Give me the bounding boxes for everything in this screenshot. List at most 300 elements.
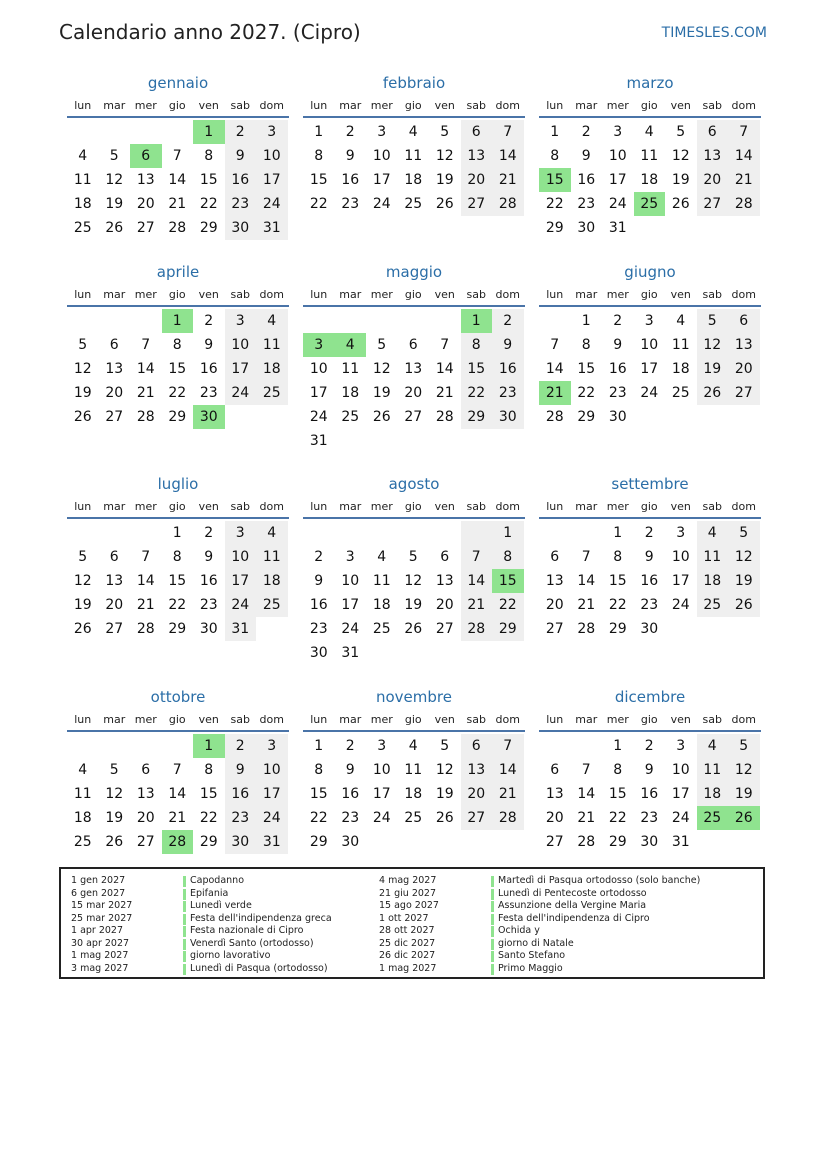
day-cell: 28 bbox=[492, 192, 524, 216]
holiday-entry bbox=[379, 938, 700, 951]
site-link[interactable]: TIMESLES.COM bbox=[661, 25, 767, 41]
header-rule bbox=[67, 116, 289, 118]
holiday-entry bbox=[71, 925, 332, 938]
day-cell: 29 bbox=[199, 220, 218, 236]
day-cell: 24 bbox=[372, 196, 391, 212]
day-cell: 2 bbox=[225, 734, 257, 758]
weekday-label: sab bbox=[702, 713, 722, 726]
day-cell: 5 bbox=[408, 549, 418, 565]
day-cell: 13 bbox=[136, 172, 155, 188]
weekday-label: mar bbox=[103, 288, 126, 301]
holiday-day: 1 bbox=[193, 120, 225, 144]
weekday-label: lun bbox=[546, 713, 564, 726]
weekday-label: sab bbox=[230, 99, 250, 112]
day-cell: 27 bbox=[435, 621, 454, 637]
day-cell: 6 bbox=[109, 337, 119, 353]
empty-cell bbox=[398, 309, 430, 333]
day-cell: 12 bbox=[697, 333, 729, 357]
holiday-entry bbox=[71, 875, 332, 888]
day-cell: 1 bbox=[581, 313, 591, 329]
day-cell: 13 bbox=[435, 573, 454, 589]
empty-cell bbox=[130, 734, 162, 758]
day-cell: 7 bbox=[550, 337, 560, 353]
day-cell: 30 bbox=[577, 220, 596, 236]
weekday-label: gio bbox=[640, 500, 658, 513]
day-cell: 7 bbox=[728, 120, 760, 144]
empty-cell bbox=[99, 734, 131, 758]
day-cell: 23 bbox=[640, 597, 659, 613]
day-cell: 7 bbox=[581, 549, 591, 565]
empty-cell bbox=[539, 521, 571, 545]
header-rule bbox=[539, 116, 761, 118]
day-cell: 16 bbox=[492, 357, 524, 381]
weekday-label: dom bbox=[259, 713, 284, 726]
holiday-marker bbox=[183, 926, 186, 937]
day-cell: 23 bbox=[608, 385, 627, 401]
holiday-day: 25 bbox=[697, 806, 729, 830]
day-cell: 13 bbox=[545, 786, 564, 802]
day-cell: 16 bbox=[608, 361, 627, 377]
day-cell: 7 bbox=[461, 545, 493, 569]
day-cell: 23 bbox=[199, 385, 218, 401]
weekday-label: gio bbox=[168, 288, 186, 301]
header-rule bbox=[303, 730, 525, 732]
day-cell: 31 bbox=[256, 830, 288, 854]
day-cell: 12 bbox=[728, 545, 760, 569]
day-cell: 7 bbox=[172, 148, 182, 164]
month-name: giugno bbox=[624, 263, 676, 281]
day-cell: 12 bbox=[73, 361, 92, 377]
holiday-date: 25 dic 2027 bbox=[379, 937, 436, 949]
day-cell: 5 bbox=[78, 549, 88, 565]
day-cell: 29 bbox=[545, 220, 564, 236]
day-cell: 10 bbox=[671, 762, 690, 778]
month-name: gennaio bbox=[147, 74, 209, 92]
day-cell: 26 bbox=[697, 381, 729, 405]
day-cell: 13 bbox=[728, 333, 760, 357]
holiday-name: Lunedì verde bbox=[190, 900, 252, 911]
weekday-label: sab bbox=[230, 288, 250, 301]
day-cell: 9 bbox=[225, 758, 257, 782]
weekday-label: mar bbox=[339, 288, 362, 301]
day-cell: 25 bbox=[372, 621, 391, 637]
weekday-label: mer bbox=[370, 288, 393, 301]
holiday-day: 28 bbox=[162, 830, 194, 854]
empty-cell bbox=[67, 521, 99, 545]
day-cell: 28 bbox=[461, 617, 493, 641]
day-cell: 13 bbox=[697, 144, 729, 168]
day-cell: 8 bbox=[550, 148, 560, 164]
day-cell: 14 bbox=[136, 361, 155, 377]
day-cell: 17 bbox=[671, 786, 690, 802]
day-cell: 14 bbox=[168, 172, 187, 188]
weekday-label: ven bbox=[434, 288, 455, 301]
day-cell: 20 bbox=[404, 385, 423, 401]
day-cell: 20 bbox=[697, 168, 729, 192]
day-cell: 10 bbox=[640, 337, 659, 353]
weekday-label: lun bbox=[310, 500, 328, 513]
day-cell: 30 bbox=[199, 621, 218, 637]
day-cell: 5 bbox=[109, 762, 119, 778]
weekday-header bbox=[539, 285, 761, 305]
weekday-label: gio bbox=[404, 99, 422, 112]
day-cell: 12 bbox=[105, 786, 124, 802]
weekday-label: gio bbox=[404, 500, 422, 513]
holiday-day: 1 bbox=[162, 309, 194, 333]
day-cell: 17 bbox=[256, 782, 288, 806]
holiday-marker bbox=[491, 939, 494, 950]
empty-cell bbox=[429, 521, 461, 545]
holiday-day: 1 bbox=[193, 734, 225, 758]
holiday-entry bbox=[71, 938, 332, 951]
holiday-date: 4 mag 2027 bbox=[379, 875, 437, 886]
day-cell: 29 bbox=[608, 834, 627, 850]
holiday-date: 1 ott 2027 bbox=[379, 912, 429, 924]
month-name: ottobre bbox=[150, 688, 206, 706]
day-cell: 18 bbox=[404, 172, 423, 188]
day-cell: 11 bbox=[671, 337, 690, 353]
month-maggio bbox=[303, 261, 525, 453]
day-cell: 10 bbox=[225, 545, 257, 569]
weekday-label: dom bbox=[731, 99, 756, 112]
holiday-name: giorno di Natale bbox=[498, 937, 574, 949]
day-cell: 12 bbox=[404, 573, 423, 589]
day-cell: 9 bbox=[644, 549, 654, 565]
holiday-date: 1 gen 2027 bbox=[71, 875, 126, 886]
weekday-label: dom bbox=[731, 288, 756, 301]
day-cell: 13 bbox=[136, 786, 155, 802]
day-cell: 12 bbox=[372, 361, 391, 377]
day-cell: 19 bbox=[728, 569, 760, 593]
day-cell: 29 bbox=[309, 834, 328, 850]
holiday-entry bbox=[379, 900, 700, 913]
day-cell: 18 bbox=[73, 810, 92, 826]
weekday-label: ven bbox=[434, 99, 455, 112]
weekday-label: dom bbox=[731, 500, 756, 513]
day-cell: 12 bbox=[105, 172, 124, 188]
empty-cell bbox=[366, 521, 398, 545]
weekday-label: mar bbox=[339, 713, 362, 726]
day-cell: 19 bbox=[105, 196, 124, 212]
weekday-label: mer bbox=[134, 500, 157, 513]
day-cell: 23 bbox=[577, 196, 596, 212]
day-cell: 22 bbox=[608, 810, 627, 826]
day-cell: 29 bbox=[168, 409, 187, 425]
weekday-label: ven bbox=[198, 500, 219, 513]
day-cell: 20 bbox=[105, 385, 124, 401]
weekday-label: dom bbox=[259, 288, 284, 301]
weekday-label: sab bbox=[466, 713, 486, 726]
day-cell: 10 bbox=[256, 758, 288, 782]
header-rule bbox=[67, 517, 289, 519]
day-cell: 3 bbox=[377, 124, 387, 140]
day-cell: 23 bbox=[309, 621, 328, 637]
empty-cell bbox=[162, 734, 194, 758]
day-cell: 8 bbox=[581, 337, 591, 353]
empty-cell bbox=[67, 120, 99, 144]
day-cell: 6 bbox=[440, 549, 450, 565]
day-cell: 19 bbox=[73, 385, 92, 401]
day-cell: 20 bbox=[435, 597, 454, 613]
day-cell: 27 bbox=[136, 220, 155, 236]
day-cell: 10 bbox=[608, 148, 627, 164]
day-cell: 18 bbox=[697, 782, 729, 806]
weekday-label: sab bbox=[466, 500, 486, 513]
day-cell: 1 bbox=[613, 525, 623, 541]
day-cell: 28 bbox=[168, 220, 187, 236]
holiday-entry bbox=[71, 888, 332, 901]
day-cell: 22 bbox=[168, 385, 187, 401]
day-cell: 13 bbox=[461, 758, 493, 782]
weekday-label: ven bbox=[670, 713, 691, 726]
day-cell: 10 bbox=[372, 148, 391, 164]
day-cell: 16 bbox=[309, 597, 328, 613]
day-cell: 11 bbox=[697, 758, 729, 782]
weekday-label: mar bbox=[575, 288, 598, 301]
weekday-label: ven bbox=[434, 500, 455, 513]
holiday-date: 3 mag 2027 bbox=[71, 962, 129, 974]
day-cell: 27 bbox=[105, 409, 124, 425]
weekday-label: ven bbox=[670, 99, 691, 112]
day-cell: 27 bbox=[545, 834, 564, 850]
day-cell: 11 bbox=[404, 762, 423, 778]
day-cell: 7 bbox=[440, 337, 450, 353]
day-cell: 5 bbox=[728, 521, 760, 545]
weekday-label: mer bbox=[134, 99, 157, 112]
day-cell: 8 bbox=[492, 545, 524, 569]
weekday-label: lun bbox=[74, 288, 92, 301]
holiday-entry bbox=[379, 888, 700, 901]
day-cell: 16 bbox=[225, 782, 257, 806]
holiday-name: Festa dell'indipendenza greca bbox=[190, 912, 332, 924]
day-cell: 28 bbox=[545, 409, 564, 425]
day-grid bbox=[303, 734, 525, 854]
weekday-header bbox=[539, 710, 761, 730]
day-cell: 17 bbox=[608, 172, 627, 188]
day-cell: 25 bbox=[697, 593, 729, 617]
day-cell: 17 bbox=[671, 573, 690, 589]
day-cell: 2 bbox=[644, 738, 654, 754]
day-cell: 22 bbox=[309, 810, 328, 826]
holiday-day: 25 bbox=[634, 192, 666, 216]
day-cell: 28 bbox=[435, 409, 454, 425]
day-cell: 19 bbox=[372, 385, 391, 401]
day-cell: 24 bbox=[225, 381, 257, 405]
day-cell: 15 bbox=[309, 172, 328, 188]
weekday-label: ven bbox=[670, 500, 691, 513]
day-cell: 22 bbox=[492, 593, 524, 617]
holiday-marker bbox=[183, 901, 186, 912]
day-cell: 17 bbox=[640, 361, 659, 377]
weekday-label: dom bbox=[259, 500, 284, 513]
day-cell: 27 bbox=[404, 409, 423, 425]
day-cell: 24 bbox=[671, 810, 690, 826]
day-cell: 5 bbox=[440, 738, 450, 754]
day-cell: 9 bbox=[314, 573, 324, 589]
day-cell: 28 bbox=[728, 192, 760, 216]
empty-cell bbox=[398, 521, 430, 545]
weekday-label: ven bbox=[670, 288, 691, 301]
day-cell: 17 bbox=[309, 385, 328, 401]
weekday-label: dom bbox=[495, 500, 520, 513]
holiday-entry bbox=[379, 913, 700, 926]
holiday-date: 21 giu 2027 bbox=[379, 887, 436, 899]
day-cell: 30 bbox=[608, 409, 627, 425]
day-cell: 21 bbox=[492, 782, 524, 806]
weekday-header bbox=[67, 96, 289, 116]
day-cell: 8 bbox=[204, 148, 214, 164]
day-cell: 4 bbox=[78, 148, 88, 164]
holiday-marker bbox=[183, 951, 186, 962]
weekday-label: lun bbox=[310, 99, 328, 112]
day-cell: 8 bbox=[172, 549, 182, 565]
day-cell: 8 bbox=[314, 148, 324, 164]
day-cell: 2 bbox=[613, 313, 623, 329]
day-cell: 28 bbox=[136, 621, 155, 637]
header-rule bbox=[303, 517, 525, 519]
day-cell: 3 bbox=[256, 734, 288, 758]
weekday-header bbox=[67, 285, 289, 305]
day-cell: 9 bbox=[581, 148, 591, 164]
day-cell: 16 bbox=[577, 172, 596, 188]
day-grid bbox=[67, 734, 289, 854]
day-cell: 13 bbox=[105, 361, 124, 377]
day-cell: 21 bbox=[461, 593, 493, 617]
day-cell: 5 bbox=[440, 124, 450, 140]
day-cell: 30 bbox=[225, 216, 257, 240]
day-cell: 15 bbox=[577, 361, 596, 377]
day-cell: 23 bbox=[225, 806, 257, 830]
day-cell: 25 bbox=[73, 220, 92, 236]
day-cell: 22 bbox=[199, 810, 218, 826]
day-cell: 17 bbox=[372, 786, 391, 802]
day-cell: 8 bbox=[613, 549, 623, 565]
day-cell: 18 bbox=[73, 196, 92, 212]
day-cell: 22 bbox=[309, 196, 328, 212]
day-cell: 12 bbox=[435, 762, 454, 778]
day-cell: 19 bbox=[435, 786, 454, 802]
day-cell: 15 bbox=[168, 361, 187, 377]
day-cell: 15 bbox=[608, 786, 627, 802]
day-cell: 19 bbox=[728, 782, 760, 806]
day-cell: 7 bbox=[581, 762, 591, 778]
weekday-label: mar bbox=[103, 500, 126, 513]
holiday-name: Assunzione della Vergine Maria bbox=[498, 900, 647, 911]
month-luglio bbox=[67, 473, 289, 641]
day-cell: 26 bbox=[404, 621, 423, 637]
weekday-label: lun bbox=[74, 500, 92, 513]
day-cell: 15 bbox=[199, 786, 218, 802]
month-name: luglio bbox=[157, 475, 199, 493]
weekday-label: mar bbox=[575, 99, 598, 112]
day-cell: 25 bbox=[404, 810, 423, 826]
day-cell: 6 bbox=[728, 309, 760, 333]
day-cell: 31 bbox=[256, 216, 288, 240]
weekday-label: lun bbox=[74, 713, 92, 726]
empty-cell bbox=[303, 521, 335, 545]
day-cell: 2 bbox=[492, 309, 524, 333]
day-cell: 11 bbox=[73, 172, 92, 188]
day-cell: 23 bbox=[341, 810, 360, 826]
day-cell: 8 bbox=[172, 337, 182, 353]
day-cell: 10 bbox=[309, 361, 328, 377]
day-cell: 7 bbox=[172, 762, 182, 778]
day-cell: 27 bbox=[105, 621, 124, 637]
empty-cell bbox=[99, 309, 131, 333]
weekday-label: mar bbox=[103, 99, 126, 112]
weekday-label: mar bbox=[575, 500, 598, 513]
day-cell: 10 bbox=[256, 144, 288, 168]
day-cell: 11 bbox=[372, 573, 391, 589]
day-cell: 4 bbox=[697, 521, 729, 545]
day-cell: 11 bbox=[256, 545, 288, 569]
day-cell: 28 bbox=[492, 806, 524, 830]
empty-cell bbox=[99, 521, 131, 545]
day-cell: 30 bbox=[225, 830, 257, 854]
day-cell: 31 bbox=[671, 834, 690, 850]
holiday-date: 28 ott 2027 bbox=[379, 925, 435, 936]
day-grid bbox=[303, 521, 525, 665]
holiday-date: 6 gen 2027 bbox=[71, 887, 126, 899]
day-cell: 20 bbox=[461, 782, 493, 806]
month-dicembre bbox=[539, 686, 761, 854]
weekday-label: mar bbox=[575, 713, 598, 726]
day-cell: 29 bbox=[199, 834, 218, 850]
day-cell: 4 bbox=[78, 762, 88, 778]
weekday-label: gio bbox=[640, 713, 658, 726]
day-cell: 2 bbox=[314, 549, 324, 565]
day-cell: 24 bbox=[640, 385, 659, 401]
day-cell: 15 bbox=[608, 573, 627, 589]
day-cell: 20 bbox=[136, 810, 155, 826]
weekday-header bbox=[67, 497, 289, 517]
day-cell: 4 bbox=[256, 309, 288, 333]
day-cell: 5 bbox=[728, 734, 760, 758]
day-cell: 6 bbox=[550, 549, 560, 565]
day-cell: 22 bbox=[577, 385, 596, 401]
day-cell: 14 bbox=[136, 573, 155, 589]
day-cell: 14 bbox=[577, 786, 596, 802]
day-cell: 6 bbox=[408, 337, 418, 353]
day-cell: 16 bbox=[640, 786, 659, 802]
holiday-name: Martedì di Pasqua ortodosso (solo banche) bbox=[498, 875, 701, 886]
weekday-header bbox=[303, 96, 525, 116]
header-rule bbox=[67, 305, 289, 307]
day-cell: 4 bbox=[408, 124, 418, 140]
day-cell: 4 bbox=[256, 521, 288, 545]
day-cell: 17 bbox=[225, 569, 257, 593]
holiday-marker bbox=[491, 901, 494, 912]
holiday-name: Festa dell'indipendenza di Cipro bbox=[498, 912, 650, 924]
empty-cell bbox=[303, 309, 335, 333]
day-cell: 5 bbox=[109, 148, 119, 164]
day-cell: 25 bbox=[256, 381, 288, 405]
day-cell: 6 bbox=[109, 549, 119, 565]
day-cell: 28 bbox=[577, 834, 596, 850]
day-cell: 27 bbox=[461, 192, 493, 216]
day-cell: 21 bbox=[168, 810, 187, 826]
day-cell: 20 bbox=[545, 810, 564, 826]
day-cell: 8 bbox=[204, 762, 214, 778]
weekday-label: sab bbox=[466, 99, 486, 112]
day-cell: 27 bbox=[728, 381, 760, 405]
day-cell: 26 bbox=[73, 409, 92, 425]
day-cell: 26 bbox=[372, 409, 391, 425]
weekday-label: mar bbox=[339, 99, 362, 112]
month-ottobre bbox=[67, 686, 289, 854]
weekday-label: mer bbox=[606, 500, 629, 513]
holiday-entry bbox=[379, 963, 700, 976]
